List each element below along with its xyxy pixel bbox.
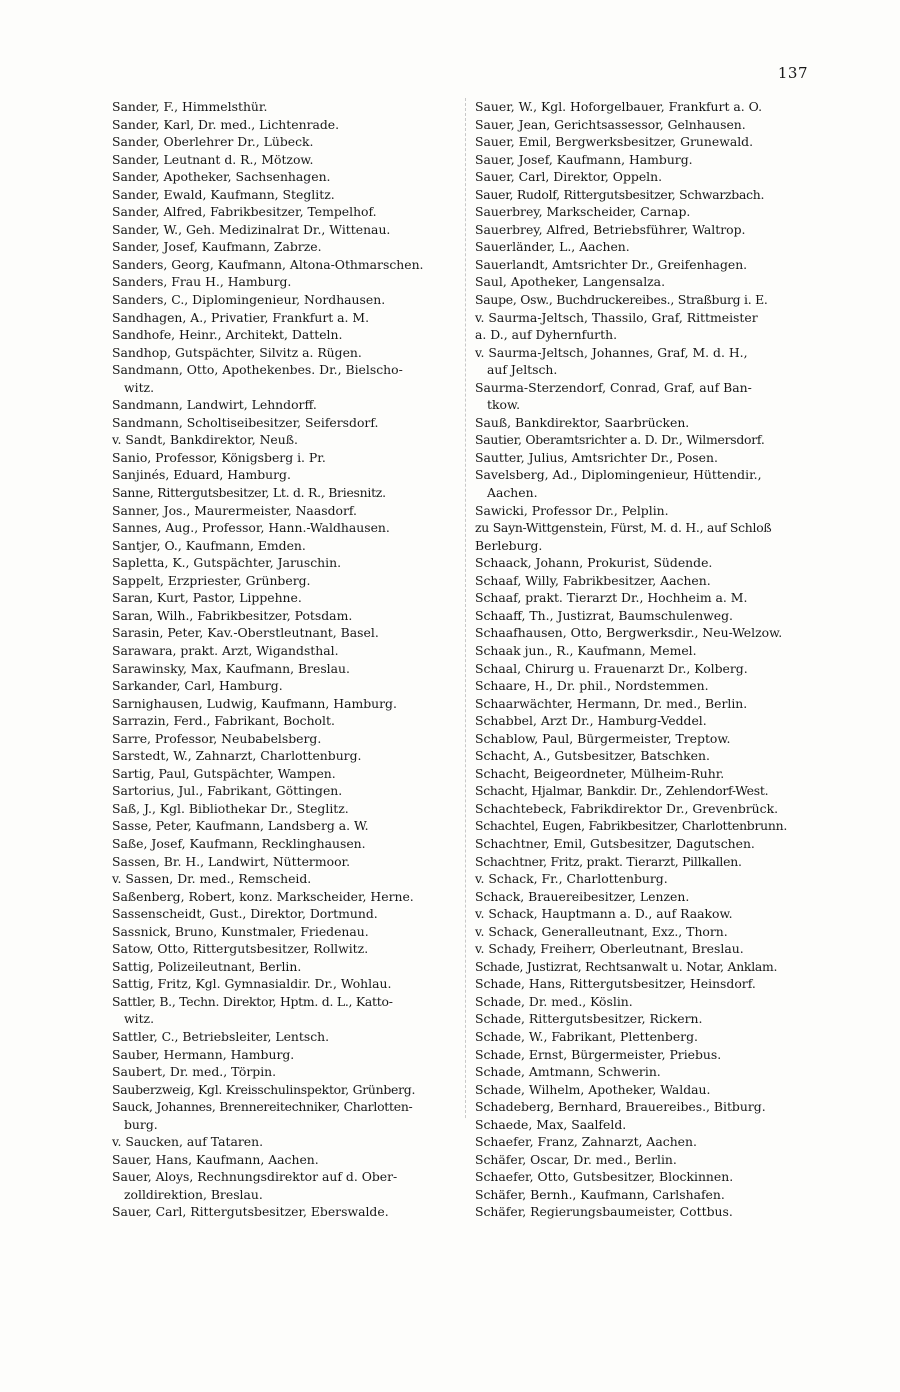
directory-entry-line: Sanders, C., Diplomingenieur, Nordhausen. [112, 292, 386, 308]
directory-entry-line: Schaafhausen, Otto, Bergwerksdir., Neu-Welzow. [475, 625, 783, 641]
directory-entry-line: Schade, Dr. med., Köslin. [475, 993, 633, 1009]
directory-entry-line: Schaak jun., R., Kaufmann, Memel. [475, 642, 697, 658]
directory-entry-line: Saran, Wilh., Fabrikbesitzer, Potsdam. [112, 607, 353, 623]
directory-entry-line: Schachtel, Eugen, Fabrikbesitzer, Charlottenbrunn. [475, 818, 788, 834]
directory-entry-line: Saubert, Dr. med., Törpin. [112, 1064, 277, 1080]
directory-entry-line: Sasse, Peter, Kaufmann, Landsberg a. W. [112, 818, 369, 834]
directory-entry-line: Schaefer, Franz, Zahnarzt, Aachen. [475, 1134, 697, 1150]
directory-entry-line: Sander, Karl, Dr. med., Lichtenrade. [112, 116, 340, 132]
directory-entry-line: Sauerbrey, Alfred, Betriebsführer, Waltrop. [475, 221, 746, 237]
directory-entry-line: Satow, Otto, Rittergutsbesitzer, Rollwitz. [112, 941, 369, 957]
directory-entry-line: Sarre, Professor, Neubabelsberg. [112, 730, 322, 746]
directory-entry-line: zolldirektion, Breslau. [124, 1186, 263, 1202]
directory-entry-line: v. Saucken, auf Tataren. [112, 1134, 264, 1150]
directory-entry-line: v. Saurma-Jeltsch, Thassilo, Graf, Rittmeister [475, 309, 758, 325]
directory-entry-line: Saurma-Sterzendorf, Conrad, Graf, auf Ban- [475, 379, 752, 395]
directory-entry-line: Sander, Alfred, Fabrikbesitzer, Tempelhof. [112, 204, 377, 220]
directory-entry-line: v. Sassen, Dr. med., Remscheid. [112, 871, 312, 887]
directory-entry-line: Sander, Leutnant d. R., Mötzow. [112, 151, 314, 167]
directory-entry-line: Schacht, A., Gutsbesitzer, Batschken. [475, 748, 710, 764]
directory-entry-line: Sattig, Polizeileutnant, Berlin. [112, 958, 302, 974]
directory-entry-line: v. Schack, Hauptmann a. D., auf Raakow. [475, 906, 733, 922]
directory-entry-line: Sander, Josef, Kaufmann, Zabrze. [112, 239, 322, 255]
directory-entry-line: Sander, Ewald, Kaufmann, Steglitz. [112, 186, 335, 202]
left-column [112, 98, 464, 1221]
directory-entry-line: Sandhagen, A., Privatier, Frankfurt a. M. [112, 309, 370, 325]
directory-entry-line: Schachtner, Fritz, prakt. Tierarzt, Pillkallen. [475, 853, 742, 869]
directory-entry-line: Sannes, Aug., Professor, Hann.-Waldhausen. [112, 520, 390, 536]
directory-entry-line: Schaaf, Willy, Fabrikbesitzer, Aachen. [475, 572, 711, 588]
directory-entry-line: Sauer, Hans, Kaufmann, Aachen. [112, 1151, 319, 1167]
directory-entry-line: Schäfer, Bernh., Kaufmann, Carlshafen. [475, 1186, 725, 1202]
directory-entry-line: Sawicki, Professor Dr., Pelplin. [475, 502, 669, 518]
directory-entry-line: Sauer, Rudolf, Rittergutsbesitzer, Schwarzbach. [475, 186, 765, 202]
directory-entry-line: tkow. [487, 397, 521, 413]
directory-entry-line: Sarnighausen, Ludwig, Kaufmann, Hamburg. [112, 695, 397, 711]
directory-entry-line: Sauer, Josef, Kaufmann, Hamburg. [475, 151, 693, 167]
directory-entry-line: Sanner, Jos., Maurermeister, Naasdorf. [112, 502, 357, 518]
directory-entry-line: v. Sandt, Bankdirektor, Neuß. [112, 432, 298, 448]
directory-entry-line: Sautier, Oberamtsrichter a. D. Dr., Wilmersdorf. [475, 432, 765, 448]
directory-entry-line: Schachtebeck, Fabrikdirektor Dr., Grevenbrück. [475, 800, 779, 816]
directory-entry-line: Schade, W., Fabrikant, Plettenberg. [475, 1028, 698, 1044]
directory-entry-line: Schade, Hans, Rittergutsbesitzer, Heinsdorf. [475, 976, 756, 992]
directory-entry-line: burg. [124, 1116, 158, 1132]
directory-entry-line: v. Schack, Fr., Charlottenburg. [475, 871, 668, 887]
directory-entry-line: Schaarwächter, Hermann, Dr. med., Berlin. [475, 695, 748, 711]
directory-entry-line: Sanne, Rittergutsbesitzer, Lt. d. R., Briesnitz. [112, 485, 386, 501]
directory-entry-line: Sandmann, Scholtiseibesitzer, Seifersdorf. [112, 414, 379, 430]
directory-entry-line: Schachtner, Emil, Gutsbesitzer, Dagutschen. [475, 835, 755, 851]
directory-entry-line: Berleburg. [475, 537, 543, 553]
directory-entry-line: Schaede, Max, Saalfeld. [475, 1116, 627, 1132]
directory-entry-line: Sanders, Georg, Kaufmann, Altona-Othmarschen. [112, 256, 424, 272]
directory-entry-line: auf Jeltsch. [487, 362, 558, 378]
directory-entry-line: Sauer, Emil, Bergwerksbesitzer, Grunewald. [475, 134, 754, 150]
directory-entry-line: Sauer, Carl, Direktor, Oppeln. [475, 169, 663, 185]
directory-entry-line: Sarawinsky, Max, Kaufmann, Breslau. [112, 660, 350, 676]
directory-entry-line: Saße, Josef, Kaufmann, Recklinghausen. [112, 835, 366, 851]
directory-entry-line: Sattig, Fritz, Kgl. Gymnasialdir. Dr., Wohlau. [112, 976, 392, 992]
directory-entry-line: Sattler, C., Betriebsleiter, Lentsch. [112, 1028, 330, 1044]
directory-entry-line: Saul, Apotheker, Langensalza. [475, 274, 666, 290]
directory-entry-line: Schade, Justizrat, Rechtsanwalt u. Notar, Anklam. [475, 958, 778, 974]
directory-entry-line: Sander, W., Geh. Medizinalrat Dr., Wittenau. [112, 221, 391, 237]
directory-entry-line: Saß, J., Kgl. Bibliothekar Dr., Steglitz. [112, 800, 349, 816]
directory-entry-line: witz. [124, 1011, 155, 1027]
directory-entry-line: Schäfer, Oscar, Dr. med., Berlin. [475, 1151, 677, 1167]
directory-entry-line: Saran, Kurt, Pastor, Lippehne. [112, 590, 302, 606]
column-divider [465, 98, 466, 1118]
directory-entry-line: Schaaff, Th., Justizrat, Baumschulenweg. [475, 607, 733, 623]
directory-entry-line: Sassen, Br. H., Landwirt, Nüttermoor. [112, 853, 351, 869]
directory-entry-line: Sanio, Professor, Königsberg i. Pr. [112, 449, 326, 465]
directory-entry-line: Sauck, Johannes, Brennereitechniker, Charlotten- [112, 1099, 413, 1115]
directory-entry-line: Sattler, B., Techn. Direktor, Hptm. d. L., Katto- [112, 993, 393, 1009]
directory-entry-line: Schäfer, Regierungsbaumeister, Cottbus. [475, 1204, 733, 1220]
directory-entry-line: Sauber, Hermann, Hamburg. [112, 1046, 295, 1062]
directory-entry-line: Savelsberg, Ad., Diplomingenieur, Hüttendir., [475, 467, 762, 483]
directory-entry-line: Sandhofe, Heinr., Architekt, Datteln. [112, 327, 343, 343]
directory-entry-line: Saßenberg, Robert, konz. Markscheider, Herne. [112, 888, 414, 904]
directory-entry-line: v. Schack, Generalleutnant, Exz., Thorn. [475, 923, 728, 939]
directory-entry-line: Sarrazin, Ferd., Fabrikant, Bocholt. [112, 713, 335, 729]
directory-entry-line: Sartig, Paul, Gutspächter, Wampen. [112, 765, 336, 781]
directory-entry-line: Sautter, Julius, Amtsrichter Dr., Posen. [475, 449, 718, 465]
directory-entry-line: Sauerbrey, Markscheider, Carnap. [475, 204, 691, 220]
directory-entry-line: Sauer, W., Kgl. Hoforgelbauer, Frankfurt a. O. [475, 99, 763, 114]
directory-entry-line: Sander, F., Himmelsthür. [112, 99, 268, 114]
directory-entry-line: Sarawara, prakt. Arzt, Wigandsthal. [112, 642, 339, 658]
directory-entry-line: Sandhop, Gutspächter, Silvitz a. Rügen. [112, 344, 362, 360]
directory-entry-line: Schade, Rittergutsbesitzer, Rickern. [475, 1011, 703, 1027]
directory-entry-line: zu Sayn-Wittgenstein, Fürst, M. d. H., auf Schloß [475, 520, 772, 536]
directory-entry-line: Schade, Ernst, Bürgermeister, Priebus. [475, 1046, 722, 1062]
directory-entry-line: Santjer, O., Kaufmann, Emden. [112, 537, 306, 553]
directory-entry-line: witz. [124, 379, 155, 395]
directory-entry-line: a. D., auf Dyhernfurth. [475, 327, 618, 343]
directory-entry-line: Schade, Wilhelm, Apotheker, Waldau. [475, 1081, 711, 1097]
directory-entry-line: Schablow, Paul, Bürgermeister, Treptow. [475, 730, 731, 746]
directory-entry-line: Sanjinés, Eduard, Hamburg. [112, 467, 291, 483]
directory-entry-line: Sauß, Bankdirektor, Saarbrücken. [475, 414, 690, 430]
directory-entry-line: Schacht, Beigeordneter, Mülheim-Ruhr. [475, 765, 725, 781]
directory-entry-line: Sandmann, Otto, Apothekenbes. Dr., Bielscho- [112, 362, 403, 378]
directory-entry-line: Sauerländer, L., Aachen. [475, 239, 630, 255]
directory-entry-line: Sartorius, Jul., Fabrikant, Göttingen. [112, 783, 343, 799]
directory-entry-line: Sanders, Frau H., Hamburg. [112, 274, 292, 290]
directory-entry-line: Schaack, Johann, Prokurist, Südende. [475, 555, 713, 571]
directory-entry-line: Sauer, Aloys, Rechnungsdirektor auf d. Ober- [112, 1169, 398, 1185]
directory-entry-line: Sassnick, Bruno, Kunstmaler, Friedenau. [112, 923, 369, 939]
directory-entry-line: Schade, Amtmann, Schwerin. [475, 1064, 661, 1080]
directory-entry-line: Sauer, Jean, Gerichtsassessor, Gelnhausen. [475, 116, 746, 132]
directory-entry-line: Sandmann, Landwirt, Lehndorff. [112, 397, 317, 413]
directory-entry-line: v. Saurma-Jeltsch, Johannes, Graf, M. d. H., [475, 344, 748, 360]
directory-entry-line: Schack, Brauereibesitzer, Lenzen. [475, 888, 690, 904]
directory-entry-line: Sauer, Carl, Rittergutsbesitzer, Eberswalde. [112, 1204, 389, 1220]
directory-entry-line: Schacht, Hjalmar, Bankdir. Dr., Zehlendorf-West. [475, 783, 769, 799]
directory-entry-line: Sassenscheidt, Gust., Direktor, Dortmund. [112, 906, 378, 922]
directory-entry-line: v. Schady, Freiherr, Oberleutnant, Breslau. [475, 941, 744, 957]
directory-entry-line: Sauberzweig, Kgl. Kreisschulinspektor, Grünberg. [112, 1081, 416, 1097]
directory-entry-line: Sapletta, K., Gutspächter, Jaruschin. [112, 555, 342, 571]
directory-entry-line: Sappelt, Erzpriester, Grünberg. [112, 572, 311, 588]
directory-entry-line: Sarstedt, W., Zahnarzt, Charlottenburg. [112, 748, 362, 764]
directory-entry-line: Schaal, Chirurg u. Frauenarzt Dr., Kolberg. [475, 660, 748, 676]
directory-entry-line: Schabbel, Arzt Dr., Hamburg-Veddel. [475, 713, 707, 729]
directory-entry-line: Aachen. [487, 485, 538, 501]
directory-entry-line: Schaefer, Otto, Gutsbesitzer, Blockinnen. [475, 1169, 734, 1185]
directory-entry-line: Schaaf, prakt. Tierarzt Dr., Hochheim a. M. [475, 590, 748, 606]
directory-entry-line: Sarkander, Carl, Hamburg. [112, 678, 283, 694]
right-column [475, 98, 815, 1221]
directory-entry-line: Sarasin, Peter, Kav.-Oberstleutnant, Basel. [112, 625, 379, 641]
directory-entry-line: Sander, Apotheker, Sachsenhagen. [112, 169, 331, 185]
directory-entry-line: Schaare, H., Dr. phil., Nordstemmen. [475, 678, 709, 694]
directory-entry-line: Schadeberg, Bernhard, Brauereibes., Bitburg. [475, 1099, 766, 1115]
directory-entry-line: Sander, Oberlehrer Dr., Lübeck. [112, 134, 314, 150]
page-number: 137 [777, 64, 808, 82]
directory-entry-line: Saupe, Osw., Buchdruckereibes., Straßburg i. E. [475, 292, 768, 308]
directory-entry-line: Sauerlandt, Amtsrichter Dr., Greifenhagen. [475, 256, 748, 272]
